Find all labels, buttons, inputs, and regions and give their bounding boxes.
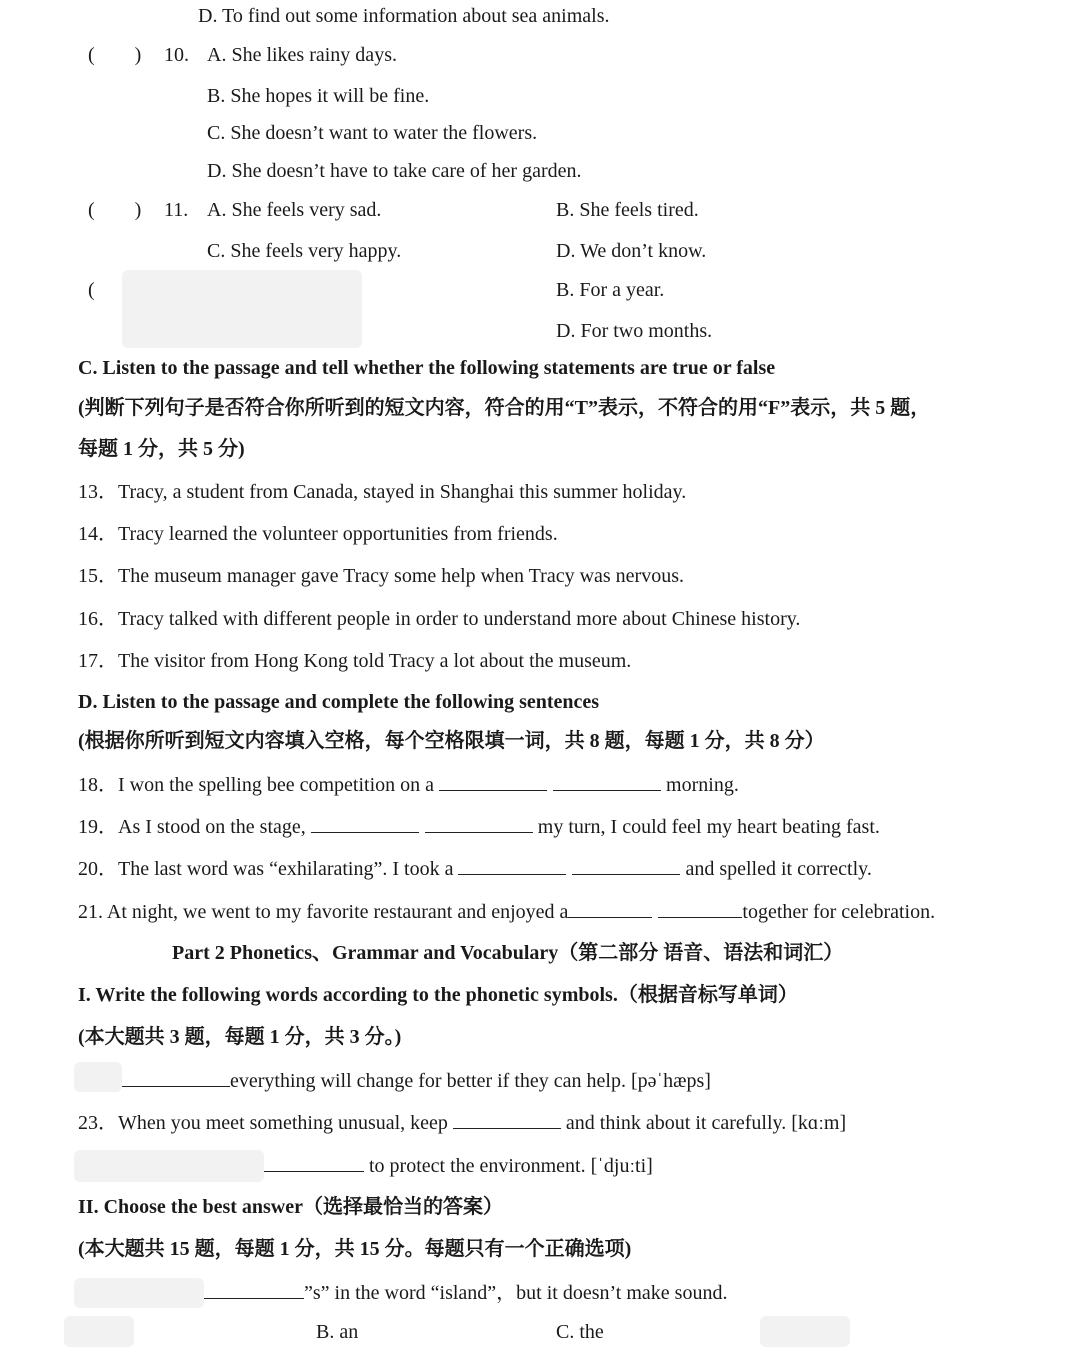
section-c-instruction-cont: 每题 1 分，共 5 分) (78, 438, 245, 460)
obscured-area (74, 1150, 264, 1182)
q12-answer-paren: ( (88, 279, 95, 301)
part-2-title: Part 2 Phonetics、Grammar and Vocabulary（第二部分 语音、语法和词汇） (172, 942, 844, 964)
section-c-instruction: (判断下列句子是否符合你所听到的短文内容，符合的用“T”表示，不符合的用“F”表示，共 5 题， (78, 397, 931, 419)
question-19 (78, 814, 880, 839)
q24-text-after: to protect the environment. [ˈdjuːti] (364, 1155, 653, 1177)
q23-text-after: and think about it carefully. [kɑːm] (560, 1112, 847, 1134)
section-d-instruction: (根据你所听到短文内容填入空格，每个空格限填一词，共 8 题，每题 1 分，共 8 分） (78, 730, 825, 752)
q23-text-before: 23．When you meet something unusual, keep (78, 1112, 453, 1134)
paren-close: ) (134, 199, 142, 221)
q10-option-b: B. She hopes it will be fine. (207, 85, 430, 107)
q22-text-after: everything will change for better if they can help. [pəˈhæps] (230, 1070, 711, 1092)
obscured-area (122, 270, 362, 348)
obscured-area (760, 1316, 850, 1347)
q10-option-d: D. She doesn’t have to take care of her garden. (207, 160, 582, 182)
q20-text-after: and spelled it correctly. (680, 858, 872, 880)
statement-13: 13．Tracy, a student from Canada, stayed in Shanghai this summer holiday. (78, 481, 687, 503)
obscured-area (74, 1062, 122, 1092)
q20-blank-2[interactable] (572, 856, 680, 875)
q9-option-d: D. To find out some information about sea animals. (198, 5, 610, 27)
q20-text-before: 20．The last word was “exhilarating”. I took a (78, 858, 459, 880)
q25-option-b: B. an (316, 1321, 359, 1343)
q11-option-a: A. She feels very sad. (207, 199, 382, 221)
q20-blank-1[interactable] (458, 856, 566, 875)
section-ii-title: II. Choose the best answer（选择最恰当的答案） (78, 1196, 503, 1218)
q25-text-after: ”s” in the word “island”，but it doesn’t make sound. (304, 1282, 728, 1304)
section-i-title: I. Write the following words according to the phonetic symbols.（根据音标写单词） (78, 984, 798, 1006)
question-21 (78, 899, 935, 924)
q19-blank-1[interactable] (311, 814, 419, 833)
section-d-title: D. Listen to the passage and complete the following sentences (78, 691, 600, 713)
section-ii-instruction: (本大题共 15 题，每题 1 分，共 15 分。每题只有一个正确选项) (78, 1238, 632, 1260)
question-25 (204, 1280, 727, 1305)
q25-blank[interactable] (204, 1280, 304, 1299)
q19-text-before: 19．As I stood on the stage, (78, 816, 311, 838)
obscured-area (64, 1316, 134, 1347)
q18-text-before: 18．I won the spelling bee competition on a (78, 774, 440, 796)
q12-option-b: B. For a year. (556, 279, 665, 301)
statement-16: 16．Tracy talked with different people in order to understand more about Chinese history. (78, 608, 801, 630)
q11-option-d: D. We don’t know. (556, 240, 707, 262)
q11-option-c: C. She feels very happy. (207, 240, 402, 262)
q10-number: 10. (164, 44, 189, 66)
q11-option-b: B. She feels tired. (556, 199, 699, 221)
q12-option-d: D. For two months. (556, 320, 713, 342)
q21-blank-1[interactable] (568, 899, 652, 918)
q18-blank-2[interactable] (553, 772, 661, 791)
q24-blank[interactable] (264, 1153, 364, 1172)
q10-option-a: A. She likes rainy days. (207, 44, 397, 66)
q25-option-c: C. the (556, 1321, 604, 1343)
obscured-area (74, 1278, 204, 1308)
q18-text-after: morning. (661, 774, 739, 796)
q18-blank-1[interactable] (439, 772, 547, 791)
question-24 (264, 1153, 653, 1178)
q10-option-c: C. She doesn’t want to water the flowers. (207, 122, 538, 144)
q21-text-before: 21. At night, we went to my favorite restaurant and enjoyed a (78, 901, 569, 923)
section-c-title: C. Listen to the passage and tell whether the following statements are true or false (78, 357, 776, 379)
question-18 (78, 772, 739, 797)
q19-blank-2[interactable] (425, 814, 533, 833)
statement-14: 14．Tracy learned the volunteer opportunities from friends. (78, 523, 558, 545)
q11-answer-paren (88, 198, 141, 222)
statement-17: 17．The visitor from Hong Kong told Tracy a lot about the museum. (78, 650, 632, 672)
q22-blank[interactable] (122, 1068, 230, 1087)
section-i-instruction: (本大题共 3 题，每题 1 分，共 3 分。) (78, 1026, 402, 1048)
question-23 (78, 1110, 846, 1135)
q21-text-after: together for celebration. (742, 901, 936, 923)
paren-close: ) (134, 44, 142, 66)
q19-text-after: my turn, I could feel my heart beating fast. (532, 816, 880, 838)
q23-blank[interactable] (453, 1110, 561, 1129)
paren-open: ( (88, 199, 95, 221)
question-22 (122, 1068, 711, 1093)
q21-blank-2[interactable] (658, 899, 742, 918)
question-20 (78, 856, 872, 881)
q10-answer-paren (88, 43, 141, 67)
statement-15: 15．The museum manager gave Tracy some help when Tracy was nervous. (78, 565, 684, 587)
q11-number: 11. (164, 199, 189, 221)
paren-open: ( (88, 44, 95, 66)
